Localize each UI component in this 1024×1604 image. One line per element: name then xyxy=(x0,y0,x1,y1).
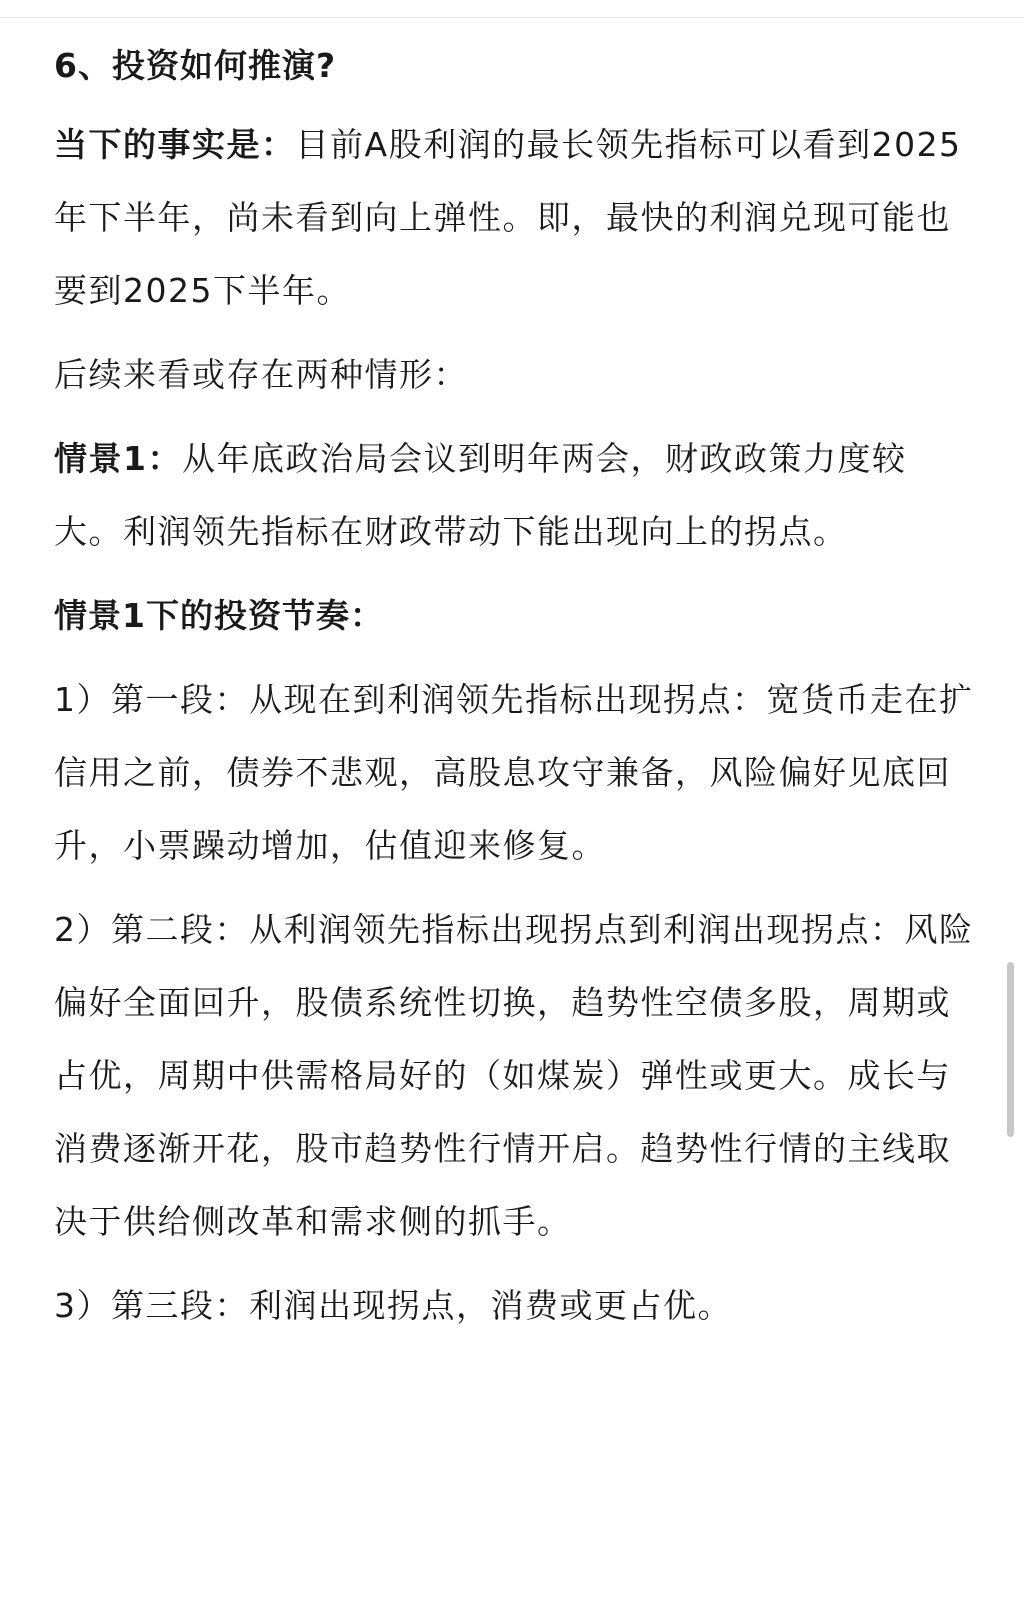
paragraph-two-scenarios: 后续来看或存在两种情形： xyxy=(54,355,468,394)
paragraph-stage-2: 2）第二段：从利润领先指标出现拐点到利润出现拐点：风险偏好全面回升，股债系统性切换，趋势性空债多股，周期或占优，周期中供需格局好的（如煤炭）弹性或更大。成长与消费逐渐开花，股市趋势性行情开启。趋势性行情的主线取决于供给侧改革和需求侧的抓手。 xyxy=(54,910,974,1241)
paragraph-stage-1: 1）第一段：从现在到利润领先指标出现拐点：宽货币走在扩信用之前，债券不悲观，高股息攻守兼备，风险偏好见底回升，小票躁动增加，估值迎来修复。 xyxy=(54,680,974,865)
article-body xyxy=(54,36,974,1353)
paragraph-text: 目前A股利润的最长领先指标可以看到2025年下半年，尚未看到向上弹性。即，最快的利润兑现可能也要到2025下半年。 xyxy=(54,125,962,310)
paragraph-scenario-1 xyxy=(54,422,974,568)
paragraph-lead: 情景1： xyxy=(54,439,182,478)
paragraph-current-fact xyxy=(54,108,974,327)
section-heading: 6、投资如何推演? xyxy=(54,46,337,85)
subheading-investment-rhythm: 情景1下的投资节奏： xyxy=(54,596,384,635)
paragraph-stage-3: 3）第三段：利润出现拐点，消费或更占优。 xyxy=(54,1286,732,1325)
top-divider xyxy=(0,17,1024,18)
paragraph-text: 从年底政治局会议到明年两会，财政政策力度较大。利润领先指标在财政带动下能出现向上的拐点。 xyxy=(54,439,907,551)
paragraph-lead: 当下的事实是： xyxy=(54,125,296,164)
scrollbar-thumb[interactable] xyxy=(1007,962,1014,1137)
